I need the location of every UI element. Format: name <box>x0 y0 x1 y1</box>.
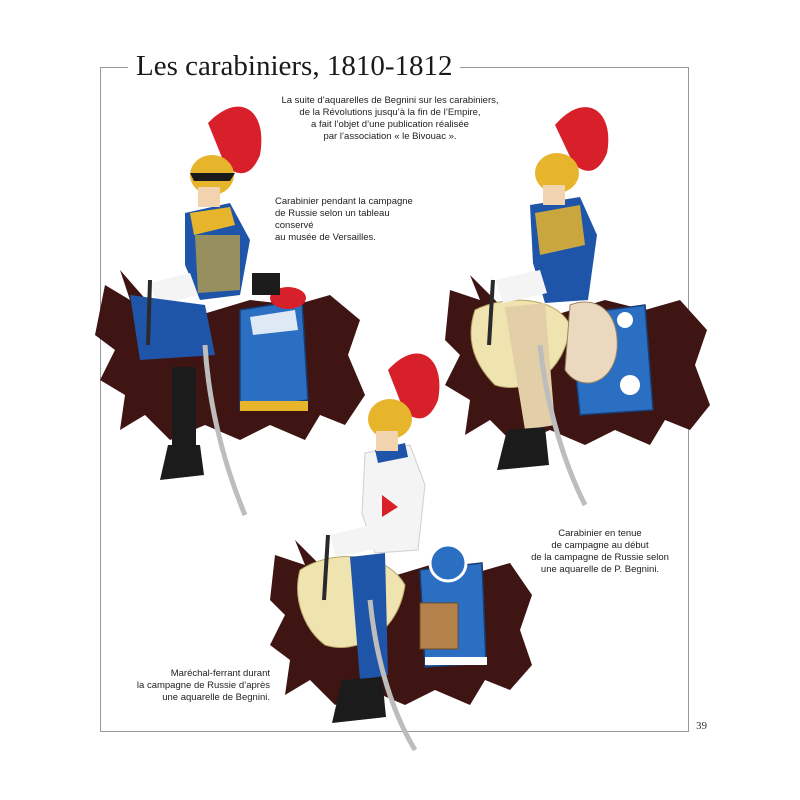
helmet-and-plume <box>368 354 439 451</box>
page-number: 39 <box>696 720 707 732</box>
caption-rider-left: Carabinier pendant la campagne de Russie selon un tableau conservé au musée de Versailles. <box>275 196 413 243</box>
bag <box>565 302 617 383</box>
caption-rider-right: Carabinier en tenue de campagne au début de la campagne de Russie selon une aquarelle de P. Begnini. <box>531 528 669 575</box>
page-title: Les carabiniers, 1810-1812 <box>128 46 460 86</box>
illustration-marechal-ferrant <box>270 345 540 765</box>
helmet-and-plume <box>535 107 608 205</box>
caption-intro: La suite d’aquarelles de Begnini sur les carabiniers, de la Révolutions jusqu’à la fin de l’Empire, a fait l’objet d’une publication réalisée par l’association « le Bivouac ». <box>281 95 499 142</box>
caption-rider-bottom: Maréchal-ferrant durant la campagne de Russie d’après une aquarelle de Begnini. <box>136 668 270 703</box>
helmet-and-plume <box>190 107 261 207</box>
